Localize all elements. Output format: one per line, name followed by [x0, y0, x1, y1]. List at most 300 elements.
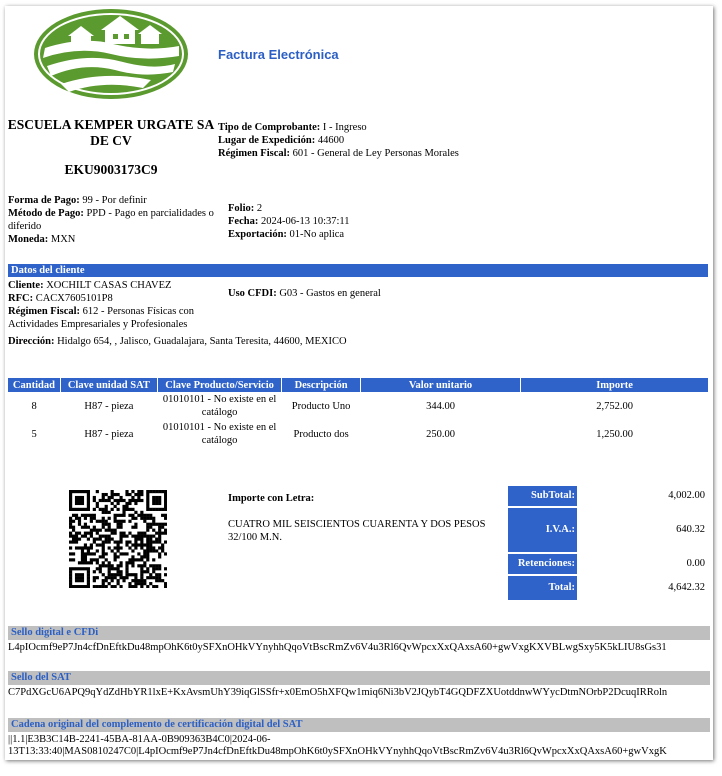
qr-module: [140, 538, 143, 541]
qr-module: [114, 517, 117, 520]
client-name: Cliente: XOCHILT CASAS CHAVEZ: [8, 280, 172, 291]
qr-module: [143, 579, 146, 582]
uso-cfdi: Uso CFDI: G03 - Gastos en general: [228, 288, 381, 299]
qr-module: [125, 493, 128, 496]
qr-module: [131, 543, 134, 546]
fecha: Fecha: 2024-06-13 10:37:11: [228, 216, 350, 227]
qr-module: [131, 514, 134, 517]
qr-module: [108, 529, 111, 532]
qr-module: [152, 558, 155, 561]
qr-module: [81, 558, 84, 561]
qr-module: [96, 585, 99, 588]
qr-module: [78, 573, 81, 576]
qr-module: [137, 538, 140, 541]
qr-module: [155, 502, 158, 505]
qr-module: [96, 502, 99, 505]
qr-module: [105, 520, 108, 523]
qr-module: [140, 490, 143, 493]
qr-module: [158, 526, 161, 529]
qr-module: [87, 570, 90, 573]
qr-module: [122, 579, 125, 582]
qr-module: [152, 502, 155, 505]
qr-module: [105, 585, 108, 588]
sello-sat-header: Sello del SAT: [8, 671, 710, 685]
qr-module: [143, 532, 146, 535]
qr-module: [69, 526, 72, 529]
qr-module: [158, 502, 161, 505]
folio: Folio: 2: [228, 203, 263, 214]
qr-module: [102, 523, 105, 526]
qr-module: [105, 535, 108, 538]
qr-module: [134, 517, 137, 520]
qr-module: [69, 520, 72, 523]
qr-module: [117, 546, 120, 549]
qr-module: [75, 579, 78, 582]
qr-module: [164, 573, 167, 576]
qr-module: [72, 490, 75, 493]
qr-module: [119, 496, 122, 499]
qr-module: [69, 579, 72, 582]
qr-module: [69, 532, 72, 535]
qr-module: [99, 543, 102, 546]
qr-module: [99, 570, 102, 573]
qr-module: [105, 493, 108, 496]
cadena-original-line-1: ||1.1|E3B3C14B-2241-45BA-81AA-0B909363B4C0|2024-06-: [8, 734, 271, 745]
qr-module: [146, 523, 149, 526]
qr-module: [149, 564, 152, 567]
qr-module: [78, 532, 81, 535]
qr-module: [111, 493, 114, 496]
qr-module: [87, 567, 90, 570]
qr-module: [93, 508, 96, 511]
qr-module: [143, 564, 146, 567]
qr-module: [69, 582, 72, 585]
qr-module: [93, 517, 96, 520]
qr-module: [90, 561, 93, 564]
qr-module: [69, 496, 72, 499]
qr-module: [81, 499, 84, 502]
qr-module: [125, 508, 128, 511]
qr-module: [78, 567, 81, 570]
qr-module: [93, 576, 96, 579]
qr-module: [105, 511, 108, 514]
qr-module: [87, 505, 90, 508]
qr-module: [75, 573, 78, 576]
qr-module: [158, 540, 161, 543]
qr-module: [140, 511, 143, 514]
qr-module: [152, 490, 155, 493]
qr-module: [140, 567, 143, 570]
qr-module: [102, 552, 105, 555]
qr-module: [164, 532, 167, 535]
iva-label: I.V.A.:: [508, 508, 577, 552]
qr-module: [140, 555, 143, 558]
qr-module: [117, 582, 120, 585]
client-section-header: Datos del cliente: [8, 264, 708, 277]
qr-module: [99, 520, 102, 523]
qr-module: [108, 523, 111, 526]
qr-module: [137, 579, 140, 582]
qr-module: [75, 546, 78, 549]
qr-module: [140, 535, 143, 538]
qr-module: [149, 523, 152, 526]
qr-module: [164, 490, 167, 493]
qr-module: [87, 496, 90, 499]
qr-module: [134, 546, 137, 549]
qr-module: [119, 520, 122, 523]
comprobante-info: [218, 121, 459, 160]
row-clave: 01010101 - No existe en el catálogo: [162, 422, 277, 446]
qr-module: [102, 517, 105, 520]
col-importe: Importe: [521, 378, 709, 392]
qr-module: [117, 499, 120, 502]
qr-module: [143, 552, 146, 555]
qr-module: [161, 514, 164, 517]
qr-module: [87, 576, 90, 579]
qr-module: [158, 573, 161, 576]
qr-module: [146, 576, 149, 579]
total-value: 4,642.32: [668, 582, 705, 593]
qr-module: [119, 540, 122, 543]
client-address: Dirección: Hidalgo 654, , Jalisco, Guadalajara, Santa Teresita, 44600, MEXICO: [8, 336, 347, 347]
qr-module: [105, 552, 108, 555]
row-valor: 344.00: [426, 400, 455, 412]
qr-module: [119, 499, 122, 502]
qr-module: [105, 508, 108, 511]
qr-module: [134, 493, 137, 496]
qr-module: [140, 540, 143, 543]
tipo-comprobante: Tipo de Comprobante: I - Ingreso: [218, 122, 367, 133]
row-cantidad: 5: [31, 428, 37, 440]
qr-module: [119, 576, 122, 579]
qr-module: [102, 579, 105, 582]
qr-module: [90, 514, 93, 517]
qr-module: [78, 508, 81, 511]
qr-module: [134, 499, 137, 502]
document-title: Factura Electrónica: [218, 47, 339, 62]
qr-module: [78, 579, 81, 582]
qr-module: [69, 490, 72, 493]
qr-module: [93, 552, 96, 555]
qr-module: [87, 502, 90, 505]
qr-module: [158, 552, 161, 555]
qr-module: [117, 526, 120, 529]
qr-module: [134, 582, 137, 585]
qr-module: [102, 555, 105, 558]
retenciones-value: 0.00: [686, 558, 705, 569]
qr-module: [72, 508, 75, 511]
qr-module: [84, 526, 87, 529]
qr-module: [152, 549, 155, 552]
qr-module: [108, 573, 111, 576]
qr-module: [122, 576, 125, 579]
qr-module: [69, 502, 72, 505]
qr-module: [158, 508, 161, 511]
qr-module: [72, 520, 75, 523]
qr-module: [128, 532, 131, 535]
qr-module: [119, 585, 122, 588]
qr-module: [117, 567, 120, 570]
qr-module: [81, 585, 84, 588]
qr-module: [149, 543, 152, 546]
qr-module: [125, 561, 128, 564]
qr-module: [99, 508, 102, 511]
qr-module: [125, 573, 128, 576]
qr-module: [131, 555, 134, 558]
qr-module: [99, 538, 102, 541]
importe-letra-label: Importe con Letra:: [228, 493, 315, 504]
qr-module: [78, 546, 81, 549]
qr-module: [131, 573, 134, 576]
qr-module: [111, 549, 114, 552]
qr-module: [146, 517, 149, 520]
qr-module: [152, 499, 155, 502]
qr-module: [140, 579, 143, 582]
qr-module: [161, 546, 164, 549]
qr-module: [146, 526, 149, 529]
qr-module: [99, 555, 102, 558]
qr-module: [93, 558, 96, 561]
qr-module: [87, 532, 90, 535]
qr-module: [87, 538, 90, 541]
qr-module: [131, 535, 134, 538]
qr-module: [143, 549, 146, 552]
qr-module: [105, 529, 108, 532]
qr-module: [131, 579, 134, 582]
qr-module: [69, 546, 72, 549]
qr-module: [119, 538, 122, 541]
qr-module: [155, 538, 158, 541]
qr-module: [125, 502, 128, 505]
qr-module: [102, 543, 105, 546]
qr-module: [111, 564, 114, 567]
qr-module: [125, 540, 128, 543]
row-importe: 2,752.00: [596, 400, 633, 412]
row-valor: 250.00: [426, 428, 455, 440]
qr-module: [140, 558, 143, 561]
qr-module: [108, 511, 111, 514]
qr-module: [93, 496, 96, 499]
qr-module: [119, 523, 122, 526]
qr-module: [78, 499, 81, 502]
qr-module: [87, 546, 90, 549]
qr-module: [105, 499, 108, 502]
qr-module: [78, 502, 81, 505]
client-regimen: Régimen Fiscal: 612 - Personas Físicas con Actividades Empresariales y Profesionales: [8, 306, 195, 330]
qr-module: [149, 508, 152, 511]
qr-module: [164, 493, 167, 496]
qr-module: [81, 573, 84, 576]
qr-module: [119, 526, 122, 529]
qr-module: [69, 573, 72, 576]
col-descripcion: Descripción: [282, 378, 361, 392]
qr-module: [87, 561, 90, 564]
qr-module: [81, 555, 84, 558]
qr-module: [131, 585, 134, 588]
qr-module: [96, 520, 99, 523]
qr-module: [146, 543, 149, 546]
qr-module: [72, 540, 75, 543]
qr-module: [93, 526, 96, 529]
qr-module: [117, 523, 120, 526]
row-importe: 1,250.00: [596, 428, 633, 440]
qr-module: [72, 526, 75, 529]
qr-module: [158, 532, 161, 535]
qr-module: [122, 535, 125, 538]
qr-module: [131, 517, 134, 520]
qr-module: [75, 499, 78, 502]
issuer-rfc: EKU9003173C9: [64, 162, 158, 177]
client-info: [8, 279, 213, 331]
qr-module: [111, 508, 114, 511]
qr-module: [140, 585, 143, 588]
qr-module: [134, 585, 137, 588]
qr-module: [152, 520, 155, 523]
invoice-page: [5, 6, 713, 760]
qr-module: [134, 573, 137, 576]
qr-module: [128, 493, 131, 496]
qr-module: [108, 570, 111, 573]
qr-module: [155, 499, 158, 502]
qr-module: [119, 546, 122, 549]
qr-module: [114, 499, 117, 502]
qr-module: [96, 558, 99, 561]
qr-module: [114, 585, 117, 588]
qr-module: [140, 514, 143, 517]
qr-module: [84, 508, 87, 511]
qr-module: [75, 502, 78, 505]
qr-module: [108, 535, 111, 538]
qr-module: [125, 552, 128, 555]
qr-module: [128, 546, 131, 549]
qr-module: [69, 576, 72, 579]
qr-module: [161, 549, 164, 552]
qr-module: [117, 540, 120, 543]
qr-module: [111, 573, 114, 576]
qr-module: [111, 579, 114, 582]
qr-module: [108, 564, 111, 567]
qr-module: [108, 582, 111, 585]
qr-module: [114, 573, 117, 576]
qr-module: [152, 529, 155, 532]
qr-module: [87, 508, 90, 511]
qr-module: [158, 576, 161, 579]
qr-module: [99, 535, 102, 538]
qr-module: [137, 535, 140, 538]
qr-module: [102, 582, 105, 585]
qr-module: [102, 493, 105, 496]
qr-module: [146, 505, 149, 508]
qr-module: [72, 514, 75, 517]
qr-module: [164, 514, 167, 517]
qr-module: [128, 502, 131, 505]
qr-module: [125, 490, 128, 493]
qr-module: [81, 526, 84, 529]
qr-module: [111, 529, 114, 532]
qr-module: [84, 532, 87, 535]
qr-module: [131, 496, 134, 499]
qr-module: [75, 576, 78, 579]
qr-module: [114, 555, 117, 558]
qr-module: [152, 564, 155, 567]
qr-module: [87, 514, 90, 517]
qr-module: [137, 496, 140, 499]
qr-module: [96, 538, 99, 541]
regimen-fiscal: Régimen Fiscal: 601 - General de Ley Personas Morales: [218, 148, 459, 159]
qr-module: [69, 499, 72, 502]
qr-module: [122, 552, 125, 555]
qr-code: [69, 490, 167, 588]
qr-module: [161, 490, 164, 493]
qr-module: [108, 496, 111, 499]
qr-module: [84, 585, 87, 588]
qr-module: [96, 529, 99, 532]
qr-module: [99, 564, 102, 567]
qr-module: [164, 508, 167, 511]
qr-module: [87, 493, 90, 496]
qr-module: [137, 532, 140, 535]
qr-module: [158, 523, 161, 526]
qr-module: [137, 514, 140, 517]
qr-module: [152, 546, 155, 549]
qr-module: [84, 514, 87, 517]
qr-module: [81, 549, 84, 552]
folio-info: [228, 202, 350, 241]
qr-module: [146, 540, 149, 543]
qr-module: [134, 535, 137, 538]
qr-module: [143, 561, 146, 564]
qr-module: [149, 549, 152, 552]
qr-module: [143, 535, 146, 538]
qr-module: [81, 514, 84, 517]
items-table: [8, 378, 709, 448]
qr-module: [117, 573, 120, 576]
qr-module: [140, 546, 143, 549]
qr-module: [114, 558, 117, 561]
qr-module: [119, 570, 122, 573]
qr-module: [78, 523, 81, 526]
qr-module: [90, 552, 93, 555]
qr-module: [137, 582, 140, 585]
qr-module: [69, 558, 72, 561]
qr-module: [152, 496, 155, 499]
qr-module: [146, 570, 149, 573]
qr-module: [146, 496, 149, 499]
items-header-row: [8, 378, 709, 392]
row-clave: 01010101 - No existe en el catálogo: [162, 394, 277, 418]
subtotal-label: SubTotal:: [508, 486, 577, 506]
qr-module: [102, 549, 105, 552]
qr-module: [128, 520, 131, 523]
qr-module: [75, 508, 78, 511]
row-unidad: H87 - pieza: [84, 400, 134, 412]
qr-module: [152, 517, 155, 520]
qr-module: [122, 514, 125, 517]
qr-module: [131, 558, 134, 561]
qr-module: [128, 561, 131, 564]
qr-module: [69, 493, 72, 496]
qr-module: [72, 552, 75, 555]
qr-module: [155, 579, 158, 582]
qr-module: [81, 490, 84, 493]
qr-module: [155, 573, 158, 576]
qr-module: [114, 529, 117, 532]
qr-module: [87, 552, 90, 555]
qr-module: [128, 499, 131, 502]
qr-module: [134, 543, 137, 546]
qr-module: [146, 514, 149, 517]
qr-module: [111, 585, 114, 588]
